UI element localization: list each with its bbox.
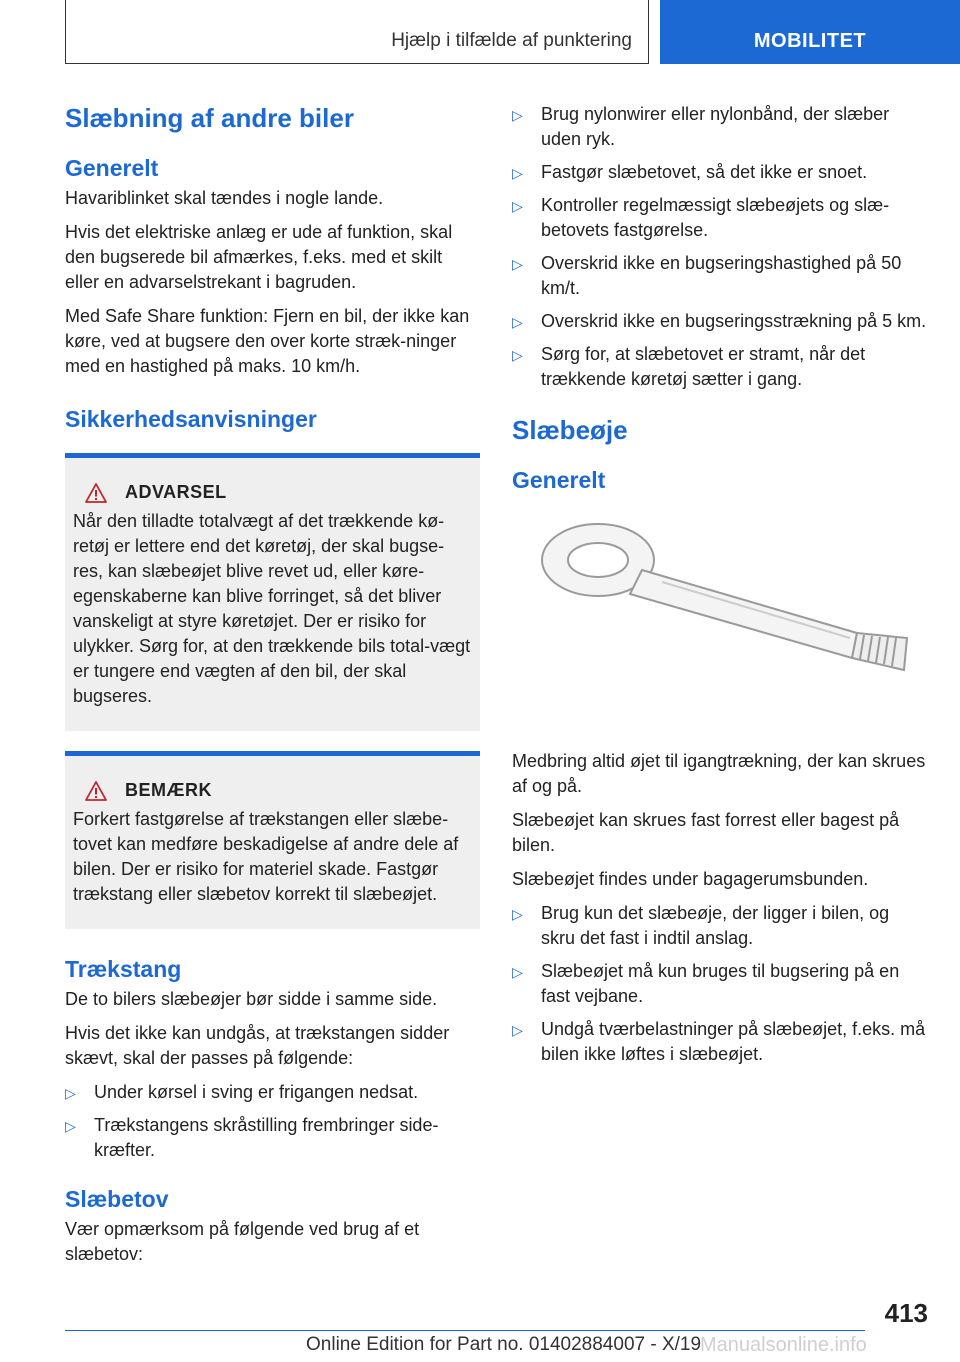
list-item: ▷ Undgå tværbelastninger på slæbeøjet, f.eks. må bilen ikke løftes i slæbeøjet. bbox=[512, 1019, 926, 1064]
heading-safety: Sikkerhedsanvisninger bbox=[65, 406, 317, 432]
page-number: 413 bbox=[884, 1298, 928, 1328]
warning-title bbox=[73, 482, 472, 503]
note-label: BEMÆRK bbox=[125, 780, 212, 800]
triangle-bullet-icon: ▷ bbox=[512, 256, 523, 272]
slaebeoeje-list bbox=[512, 901, 927, 1067]
triangle-bullet-icon: ▷ bbox=[512, 906, 523, 922]
list-item: ▷ Slæbeøjet må kun bruges til bugsering på en fast vejbane. bbox=[512, 961, 900, 1006]
warning-label: ADVARSEL bbox=[125, 482, 227, 502]
list-item: ▷ Brug nylonwirer eller nylonbånd, der slæber uden ryk. bbox=[512, 104, 890, 149]
triangle-bullet-icon: ▷ bbox=[65, 1085, 76, 1101]
tow-hook-image bbox=[512, 508, 927, 728]
list-item: ▷ Overskrid ikke en bugseringsstrækning på 5 km. bbox=[512, 309, 927, 334]
triangle-bullet-icon: ▷ bbox=[512, 314, 523, 330]
traekstang-list bbox=[65, 1080, 480, 1163]
warning-triangle-icon bbox=[85, 483, 107, 503]
header-chapter-label: MOBILITET bbox=[753, 30, 867, 52]
list-item: ▷ Brug kun det slæbeøje, der ligger i bilen, og skru det fast i indtil anslag. bbox=[512, 903, 890, 948]
paragraph: Havariblinket skal tændes i nogle lande. bbox=[65, 188, 384, 208]
list-item: ▷ Kontroller regelmæssigt slæbeøjets og slæ-betovets fastgørelse. bbox=[512, 195, 890, 240]
paragraph: De to bilers slæbeøjer bør sidde i samme side. bbox=[65, 989, 438, 1009]
triangle-bullet-icon: ▷ bbox=[512, 198, 523, 214]
footer-edition: Online Edition for Part no. 01402884007 - X/19 bbox=[306, 1334, 702, 1355]
triangle-bullet-icon: ▷ bbox=[512, 1022, 523, 1038]
warning-box bbox=[65, 453, 480, 731]
triangle-bullet-icon: ▷ bbox=[512, 165, 523, 181]
header-section-box bbox=[65, 0, 649, 64]
note-box bbox=[65, 751, 480, 929]
right-column bbox=[512, 102, 927, 1079]
list-item: ▷ Overskrid ikke en bugseringshastighed på 50 km/t. bbox=[512, 253, 902, 298]
slaebetov-list bbox=[512, 102, 927, 392]
heading-slaebetov: Slæbetov bbox=[65, 1186, 169, 1212]
page-title: Slæbning af andre biler bbox=[65, 103, 354, 133]
header-section-title: Hjælp i tilfælde af punktering bbox=[391, 30, 632, 51]
triangle-bullet-icon: ▷ bbox=[512, 107, 523, 123]
paragraph: Vær opmærksom på følgende ved brug af et slæbetov: bbox=[65, 1219, 420, 1264]
paragraph: Med Safe Share funktion: Fjern en bil, der ikke kan køre, ved at bugsere den over korte stræk-ninger med en hastighed på maks. 10 km/h. bbox=[65, 306, 470, 376]
list-item: ▷ Trækstangens skråstilling frembringer side-kræfter. bbox=[65, 1115, 439, 1160]
heading-generelt: Generelt bbox=[65, 155, 159, 181]
paragraph: Hvis det elektriske anlæg er ude af funktion, skal den bugserede bil afmærkes, f.eks. med et skilt eller en advarselstrekant i bagruden. bbox=[65, 222, 453, 292]
paragraph: Slæbeøjet findes under bagagerumsbunden. bbox=[512, 869, 869, 889]
triangle-bullet-icon: ▷ bbox=[512, 347, 523, 363]
warning-triangle-icon bbox=[85, 781, 107, 801]
list-item: ▷ Fastgør slæbetovet, så det ikke er snoet. bbox=[512, 160, 927, 185]
paragraph: Medbring altid øjet til igangtrækning, der kan skrues af og på. bbox=[512, 751, 926, 796]
list-item: ▷ Sørg for, at slæbetovet er stramt, når det trækkende køretøj sætter i gang. bbox=[512, 344, 866, 389]
note-text: Forkert fastgørelse af trækstangen eller slæbe-tovet kan medføre beskadigelse af andre dele af bilen. Der er risiko for materiel skade. Fastgør trækstang eller slæbetov korrekt til slæbeøjet. bbox=[73, 809, 459, 904]
paragraph: Hvis det ikke kan undgås, at trækstangen sidder skævt, skal der passes på følgende: bbox=[65, 1023, 450, 1068]
header-chapter-tab[interactable] bbox=[660, 0, 960, 64]
list-item: ▷ Under kørsel i sving er frigangen nedsat. bbox=[65, 1080, 480, 1105]
footer-watermark: Manualsonline.info bbox=[700, 1334, 867, 1356]
triangle-bullet-icon: ▷ bbox=[512, 964, 523, 980]
left-column bbox=[65, 102, 480, 1276]
heading-generelt: Generelt bbox=[512, 467, 606, 493]
paragraph: Slæbeøjet kan skrues fast forrest eller bagest på bilen. bbox=[512, 810, 900, 855]
section-title-slaebeoeje: Slæbeøje bbox=[512, 415, 628, 445]
note-title bbox=[73, 780, 472, 801]
warning-text: Når den tilladte totalvægt af det trækkende kø-retøj er lettere end det køretøj, der skal bugse-res, kan slæbeøjet blive revet ud, eller køre-egenskaberne kan blive forringet, så det bliver vanskeligt at styre køretøjet. Der er risiko for ulykker. Sørg for, at den trækkende bils total-vægt er tungere end vægten af den bil, der skal bugseres. bbox=[73, 511, 471, 706]
footer-divider bbox=[65, 1330, 865, 1331]
heading-traekstang: Trækstang bbox=[65, 956, 182, 982]
triangle-bullet-icon: ▷ bbox=[65, 1118, 76, 1134]
